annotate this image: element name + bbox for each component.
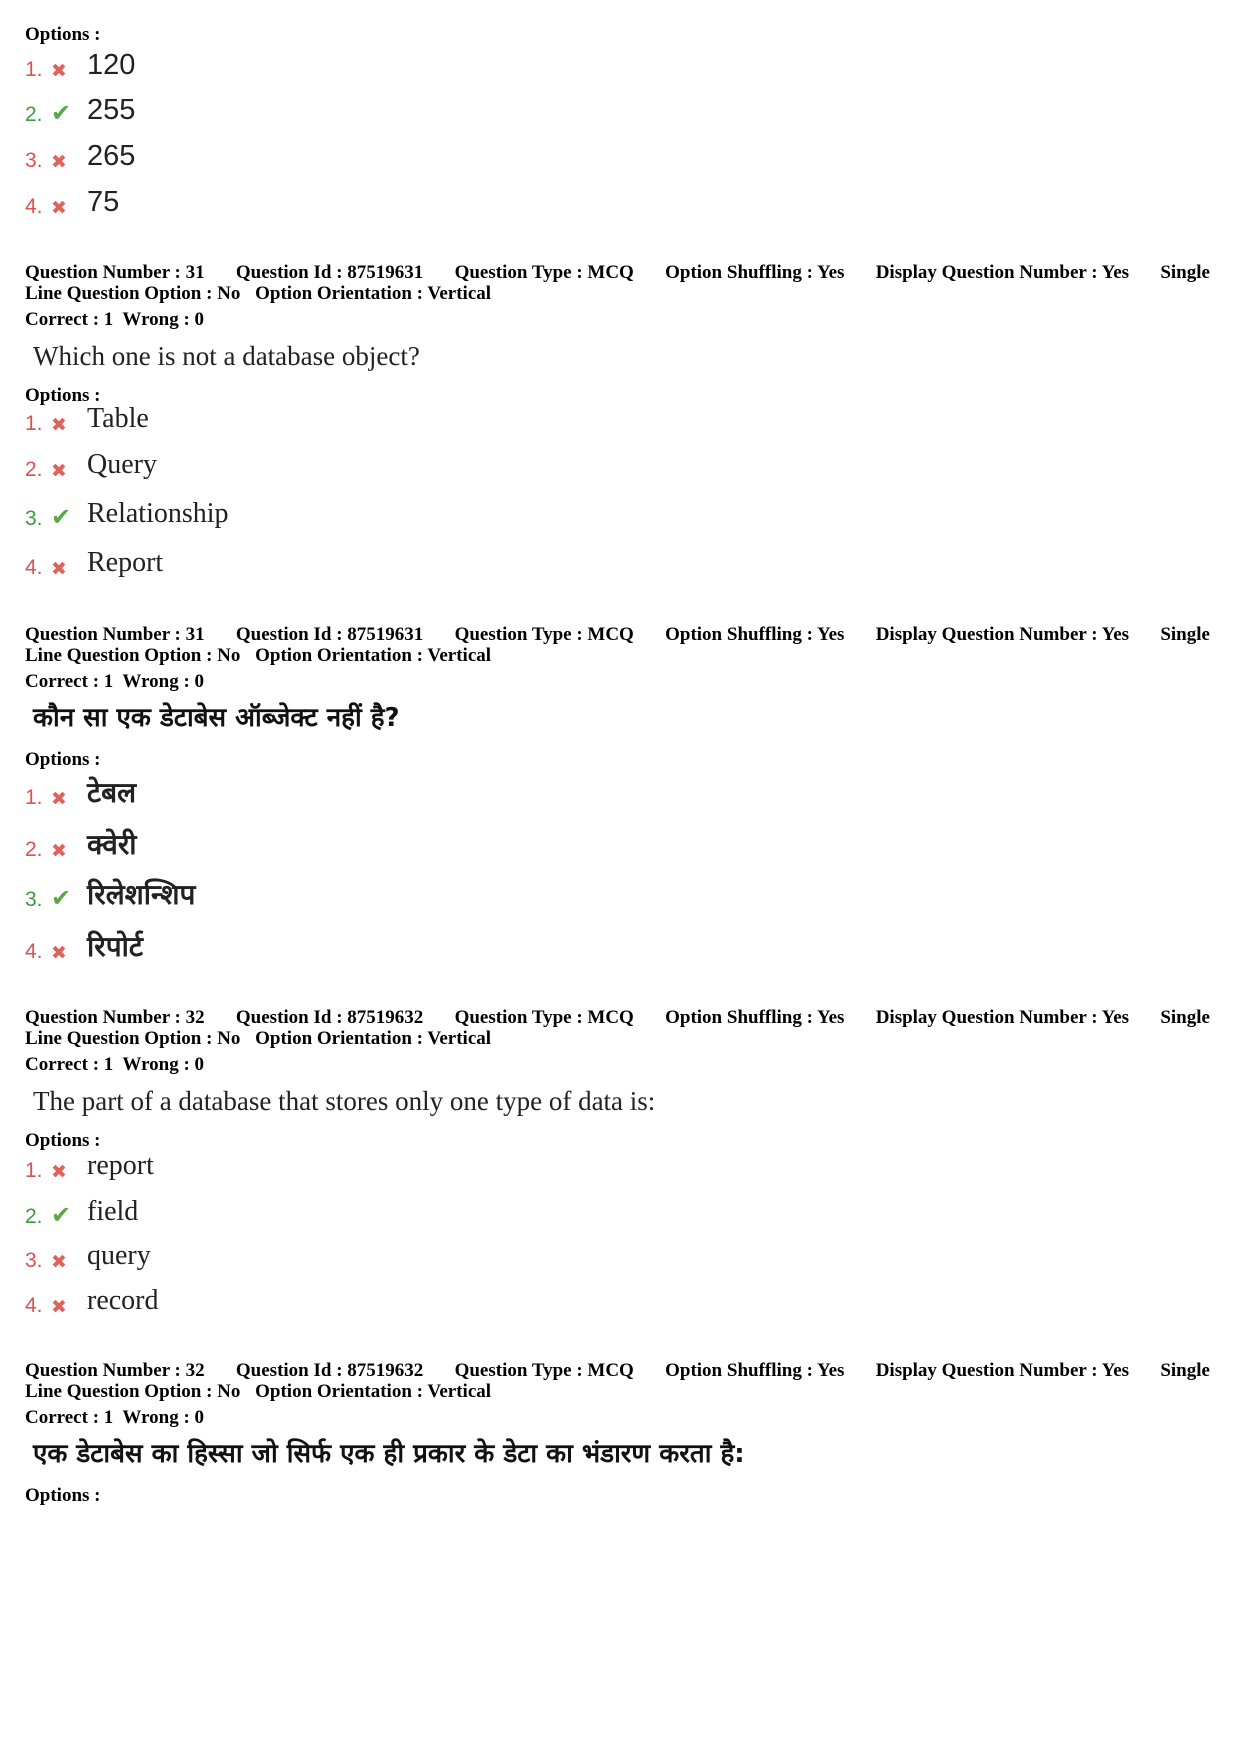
question-id: Question Id : 87519631 bbox=[235, 262, 424, 283]
single-label: Single bbox=[1160, 262, 1210, 283]
option-text: field bbox=[87, 1196, 139, 1227]
option-row bbox=[25, 1284, 159, 1318]
single-label: Single bbox=[1160, 624, 1210, 645]
option-shuffling: Option Shuffling : Yes bbox=[665, 262, 845, 283]
question-text: The part of a database that stores only one type of data is: bbox=[33, 1086, 656, 1116]
option-number: 3. bbox=[25, 507, 43, 530]
correct-wrong: Correct : 1 Wrong : 0 bbox=[25, 1054, 205, 1075]
option-text: Table bbox=[87, 403, 149, 434]
option-row bbox=[25, 48, 135, 82]
line-question-option: Line Question Option : No bbox=[25, 1381, 241, 1402]
option-row bbox=[25, 139, 135, 173]
question-type: Question Type : MCQ bbox=[454, 1007, 634, 1028]
option-row bbox=[25, 828, 137, 862]
cross-icon: ✖ bbox=[51, 60, 67, 82]
single-label: Single bbox=[1160, 1360, 1210, 1381]
option-text: रिपोर्ट bbox=[87, 930, 143, 963]
option-text: query bbox=[87, 1240, 151, 1271]
option-number: 4. bbox=[25, 195, 43, 218]
line-question-option: Line Question Option : No bbox=[25, 1028, 241, 1049]
meta-line-2 bbox=[25, 1028, 1210, 1049]
question-id: Question Id : 87519631 bbox=[235, 624, 424, 645]
option-text: record bbox=[87, 1285, 159, 1316]
question-block bbox=[25, 624, 1220, 771]
option-row bbox=[25, 546, 163, 580]
option-text: Relationship bbox=[87, 498, 229, 529]
options-label: Options : bbox=[25, 385, 101, 406]
option-row bbox=[25, 93, 135, 127]
meta-line-1 bbox=[25, 262, 1210, 283]
question-block bbox=[25, 262, 1220, 407]
display-question-number: Display Question Number : Yes bbox=[875, 1360, 1130, 1381]
meta-line-2 bbox=[25, 283, 1210, 304]
cross-icon: ✖ bbox=[51, 558, 67, 580]
line-question-option: Line Question Option : No bbox=[25, 645, 241, 666]
option-row bbox=[25, 1239, 151, 1273]
option-number: 1. bbox=[25, 786, 43, 809]
question-number: Question Number : 31 bbox=[25, 624, 205, 645]
option-number: 4. bbox=[25, 556, 43, 579]
question-meta bbox=[25, 624, 1210, 666]
option-orientation: Option Orientation : Vertical bbox=[255, 1028, 492, 1049]
option-row bbox=[25, 930, 143, 964]
cross-icon: ✖ bbox=[51, 151, 67, 173]
option-text: report bbox=[87, 1150, 154, 1181]
question-text: Which one is not a database object? bbox=[33, 341, 420, 371]
cross-icon: ✖ bbox=[51, 1296, 67, 1318]
meta-line-1 bbox=[25, 624, 1210, 645]
option-text: 120 bbox=[87, 49, 136, 81]
correct-wrong: Correct : 1 Wrong : 0 bbox=[25, 671, 205, 692]
cross-icon: ✖ bbox=[51, 942, 67, 964]
question-meta bbox=[25, 1007, 1210, 1049]
correct-wrong: Correct : 1 Wrong : 0 bbox=[25, 1407, 205, 1428]
option-text: 265 bbox=[87, 140, 136, 172]
option-text: टेबल bbox=[87, 776, 137, 809]
check-icon: ✔ bbox=[51, 1201, 72, 1229]
options-label: Options : bbox=[25, 749, 101, 770]
option-row bbox=[25, 1149, 154, 1183]
line-question-option: Line Question Option : No bbox=[25, 283, 241, 304]
option-shuffling: Option Shuffling : Yes bbox=[665, 1007, 845, 1028]
display-question-number: Display Question Number : Yes bbox=[875, 262, 1130, 283]
option-row bbox=[25, 402, 149, 436]
top-options-block bbox=[25, 24, 1220, 46]
check-icon: ✔ bbox=[51, 99, 72, 127]
option-number: 2. bbox=[25, 103, 43, 126]
cross-icon: ✖ bbox=[51, 788, 67, 810]
question-id: Question Id : 87519632 bbox=[235, 1360, 424, 1381]
option-text: क्वेरी bbox=[87, 828, 137, 861]
option-number: 4. bbox=[25, 940, 43, 963]
single-label: Single bbox=[1160, 1007, 1210, 1028]
option-orientation: Option Orientation : Vertical bbox=[255, 1381, 492, 1402]
cross-icon: ✖ bbox=[51, 1161, 67, 1183]
option-number: 1. bbox=[25, 412, 43, 435]
cross-icon: ✖ bbox=[51, 460, 67, 482]
option-text: Report bbox=[87, 547, 164, 578]
question-id: Question Id : 87519632 bbox=[235, 1007, 424, 1028]
option-text: 255 bbox=[87, 94, 136, 126]
option-number: 2. bbox=[25, 838, 43, 861]
option-number: 4. bbox=[25, 1294, 43, 1317]
option-number: 3. bbox=[25, 888, 43, 911]
option-orientation: Option Orientation : Vertical bbox=[255, 283, 492, 304]
option-number: 3. bbox=[25, 1249, 43, 1272]
option-text: रिलेशन्शिप bbox=[87, 878, 196, 911]
option-number: 2. bbox=[25, 458, 43, 481]
option-number: 3. bbox=[25, 149, 43, 172]
display-question-number: Display Question Number : Yes bbox=[875, 1007, 1130, 1028]
options-label: Options : bbox=[25, 1130, 101, 1151]
display-question-number: Display Question Number : Yes bbox=[875, 624, 1130, 645]
question-text: एक डेटाबेस का हिस्सा जो सिर्फ एक ही प्रकार के डेटा का भंडारण करता है: bbox=[33, 1439, 745, 1469]
question-number: Question Number : 31 bbox=[25, 262, 205, 283]
option-shuffling: Option Shuffling : Yes bbox=[665, 624, 845, 645]
question-number: Question Number : 32 bbox=[25, 1007, 205, 1028]
option-number: 1. bbox=[25, 1159, 43, 1182]
check-icon: ✔ bbox=[51, 884, 72, 912]
meta-line-2 bbox=[25, 645, 1210, 666]
option-row bbox=[25, 878, 195, 912]
cross-icon: ✖ bbox=[51, 197, 67, 219]
cross-icon: ✖ bbox=[51, 1251, 67, 1273]
question-number: Question Number : 32 bbox=[25, 1360, 205, 1381]
correct-wrong: Correct : 1 Wrong : 0 bbox=[25, 309, 205, 330]
question-meta bbox=[25, 1360, 1210, 1402]
cross-icon: ✖ bbox=[51, 840, 67, 862]
option-row bbox=[25, 448, 157, 482]
meta-line-1 bbox=[25, 1360, 1210, 1381]
option-shuffling: Option Shuffling : Yes bbox=[665, 1360, 845, 1381]
question-type: Question Type : MCQ bbox=[454, 262, 634, 283]
question-block bbox=[25, 1007, 1220, 1152]
option-number: 2. bbox=[25, 1205, 43, 1228]
option-text: 75 bbox=[87, 186, 120, 218]
check-icon: ✔ bbox=[51, 503, 72, 531]
question-type: Question Type : MCQ bbox=[454, 1360, 634, 1381]
option-text: Query bbox=[87, 449, 157, 480]
question-type: Question Type : MCQ bbox=[454, 624, 634, 645]
options-label: Options : bbox=[25, 1485, 101, 1506]
option-row bbox=[25, 1195, 138, 1229]
option-number: 1. bbox=[25, 58, 43, 81]
option-row bbox=[25, 497, 229, 531]
meta-line-2 bbox=[25, 1381, 1210, 1402]
meta-line-1 bbox=[25, 1007, 1210, 1028]
question-meta bbox=[25, 262, 1210, 304]
option-row bbox=[25, 185, 119, 219]
options-label: Options : bbox=[25, 24, 101, 45]
cross-icon: ✖ bbox=[51, 414, 67, 436]
question-text: कौन सा एक डेटाबेस ऑब्जेक्ट नहीं है? bbox=[33, 703, 400, 733]
option-row bbox=[25, 776, 136, 810]
question-block bbox=[25, 1360, 1220, 1507]
option-orientation: Option Orientation : Vertical bbox=[255, 645, 492, 666]
